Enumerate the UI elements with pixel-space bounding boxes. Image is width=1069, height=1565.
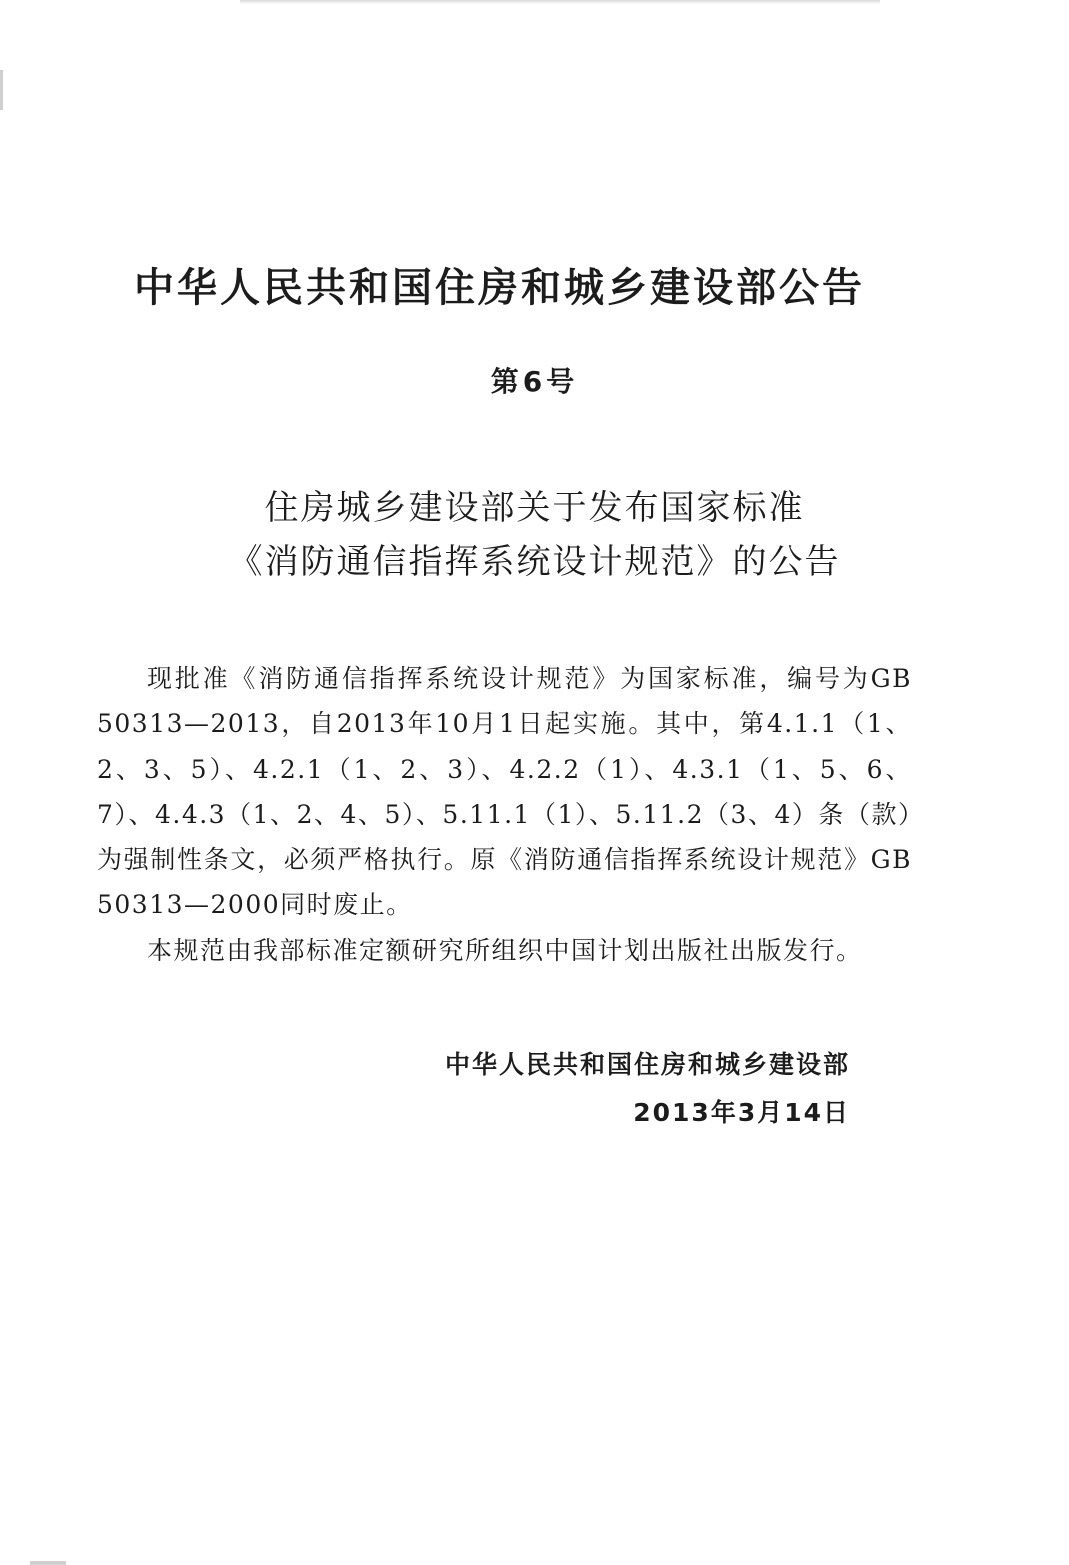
signature-organization: 中华人民共和国住房和城乡建设部 bbox=[444, 1050, 850, 1079]
body-paragraph-2: 本规范由我部标准定额研究所组织中国计划出版社出版发行。 bbox=[147, 935, 863, 965]
signature-date: 2013年3月14日 bbox=[633, 1098, 850, 1127]
announcement-number: 第6号 bbox=[490, 365, 579, 398]
scan-edge-top bbox=[240, 0, 880, 4]
announcement-subtitle-line2: 《消防通信指挥系统设计规范》的公告 bbox=[228, 542, 841, 582]
announcement-body bbox=[97, 656, 912, 973]
body-paragraph-1: 现批准《消防通信指挥系统设计规范》为国家标准，编号为GB 50313—2013，自2013年10月1日起实施。其中，第4.1.1（1、2、3、5）、4.2.1（1、2、3）、4.2.2（1）、4.3.1（1、5、6、7）、4.4.3（1、2、4、5）、5.11.1（1）、5.11.2（3、4）条（款）为强制性条文，必须严格执行。原《消防通信指挥系统设计规范》GB 50313—2000同时废止。 bbox=[97, 664, 912, 920]
scan-edge-bottom bbox=[30, 1561, 66, 1565]
announcement-subtitle-line1: 住房城乡建设部关于发布国家标准 bbox=[264, 488, 805, 528]
announcement-title: 中华人民共和国住房和城乡建设部公告 bbox=[134, 265, 865, 311]
scan-edge-left bbox=[0, 70, 3, 110]
